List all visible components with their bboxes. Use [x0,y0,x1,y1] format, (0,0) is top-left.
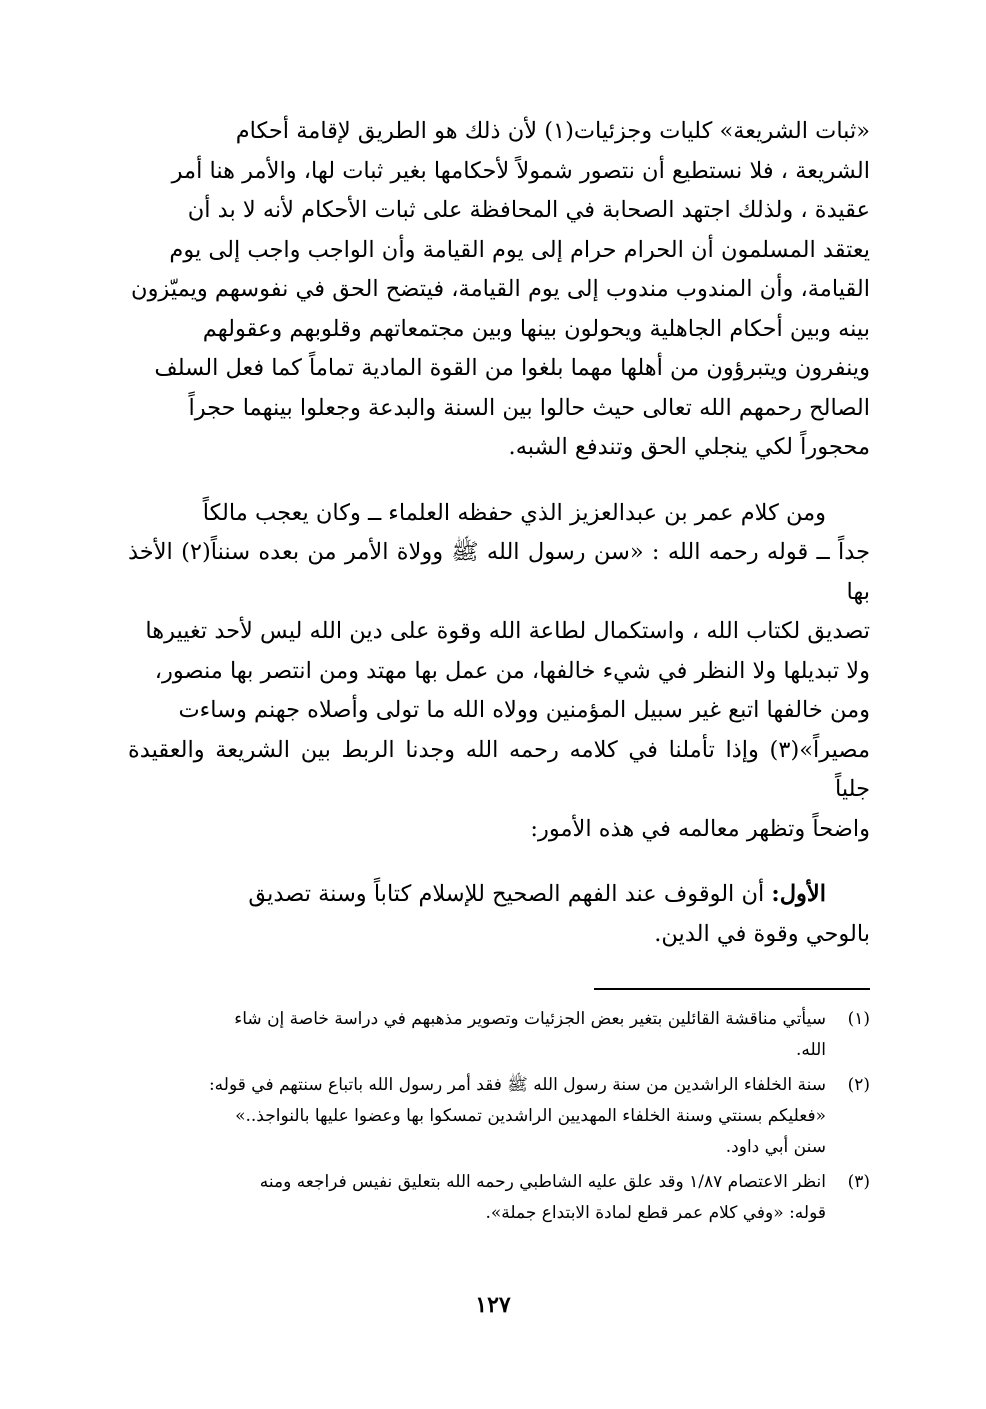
text-line: محجوراً لكي ينجلي الحق وتندفع الشبه. [508,434,870,460]
text-line: الصالح رحمهم الله تعالى حيث حالوا بين السنة والبدعة وجعلوا بينهما حجراً [188,394,870,421]
footnote-body [113,1070,826,1163]
text-line: بينه وبين أحكام الجاهلية ويحولون بينها وبين مجتمعاتهم وقلوبهم وعقولهم [202,315,870,342]
footnote-body [113,1004,826,1066]
text-line: جداً ــ قوله رحمه الله : «سن رسول الله ﷺ وولاة الأمر من بعده سنناً(٢) الأخذ بها [128,539,870,605]
text-fragment: أن الوقوف عند الفهم الصحيح للإسلام كتاباً وسنة تصديق [248,881,772,907]
footnote-number: (٣) [847,1172,870,1192]
footnote-line: سنة الخلفاء الراشدين من سنة رسول الله ﷺ فقد أمر رسول الله باتباع سنتهم في قوله: [208,1075,826,1095]
footnote-line: انظر الاعتصام ١/٨٧ وقد علق عليه الشاطبي رحمه الله بتعليق نفيس فراجعه ومنه [259,1172,826,1192]
section-lead: الأول: [771,881,826,907]
footnote-number: (٢) [847,1075,870,1095]
paragraph-2 [128,494,870,850]
footnote-1 [113,1004,870,1066]
text-line: تصديق لكتاب الله ، واستكمال لطاعة الله وقوة على دين الله ليس لأحد تغييرها [145,618,870,644]
paragraph-3 [128,875,870,954]
text-line: مصيراً»(٣) وإذا تأملنا في كلامه رحمه الله وجدنا الربط بين الشريعة والعقيدة جلياً [128,736,871,802]
footnote-divider [594,988,870,990]
text-line: بالوحي وقوة في الدين. [654,920,870,947]
text-line: القيامة، وأن المندوب مندوب إلى يوم القيامة، فيتضح الحق في نفوسهم ويميّزون [131,276,870,302]
footnote-line: «فعليكم بسنتي وسنة الخلفاء المهديين الراشدين تمسكوا بها وعضوا عليها بالنواجذ..» [235,1106,826,1126]
page-number: ١٢٧ [475,1292,511,1318]
text-line: واضحاً وتظهر معالمه في هذه الأمور: [530,815,870,842]
text-line: ولا تبديلها ولا النظر في شيء خالفها، من عمل بها مهتد ومن انتصر بها منصور، [154,657,870,684]
footnote-2 [113,1070,870,1163]
footnote-line: الله. [795,1040,826,1060]
text-line: عقيدة ، ولذلك اجتهد الصحابة في المحافظة على ثبات الأحكام لأنه لا بد أن [187,197,870,223]
text-line: وينفرون ويتبرؤون من أهلها مهما بلغوا من القوة المادية تماماً كما فعل السلف [154,355,870,381]
text-line: الشريعة ، فلا نستطيع أن نتصور شمولاً لأحكامها بغير ثبات لها، والأمر هنا أمر [171,157,870,184]
text-line [128,875,870,915]
footnote-line: قوله: «وفي كلام عمر قطع لمادة الابتداع جملة». [485,1203,826,1223]
footnote-3 [113,1167,870,1229]
text-line: يعتقد المسلمون أن الحرام حرام إلى يوم القيامة وأن الواجب واجب إلى يوم [169,236,870,263]
footnote-line: سنن أبي داود. [725,1137,826,1157]
main-text [128,112,870,954]
footnote-number: (١) [847,1009,870,1029]
footnote-body [113,1167,826,1229]
text-line: ومن خالفها اتبع غير سبيل المؤمنين وولاه الله ما تولى وأصلاه جهنم وساءت [178,697,870,723]
footnote-line: سيأتي مناقشة القائلين بتغير بعض الجزئيات وتصوير مذهبهم في دراسة خاصة إن شاء [234,1009,826,1029]
paragraph-1 [128,112,870,468]
text-line: ومن كلام عمر بن عبدالعزيز الذي حفظه العلماء ــ وكان يعجب مالكاً [202,499,826,526]
text-line: «ثبات الشريعة» كليات وجزئيات(١) لأن ذلك هو الطريق لإقامة أحكام [235,118,870,144]
footnotes [113,1004,870,1233]
